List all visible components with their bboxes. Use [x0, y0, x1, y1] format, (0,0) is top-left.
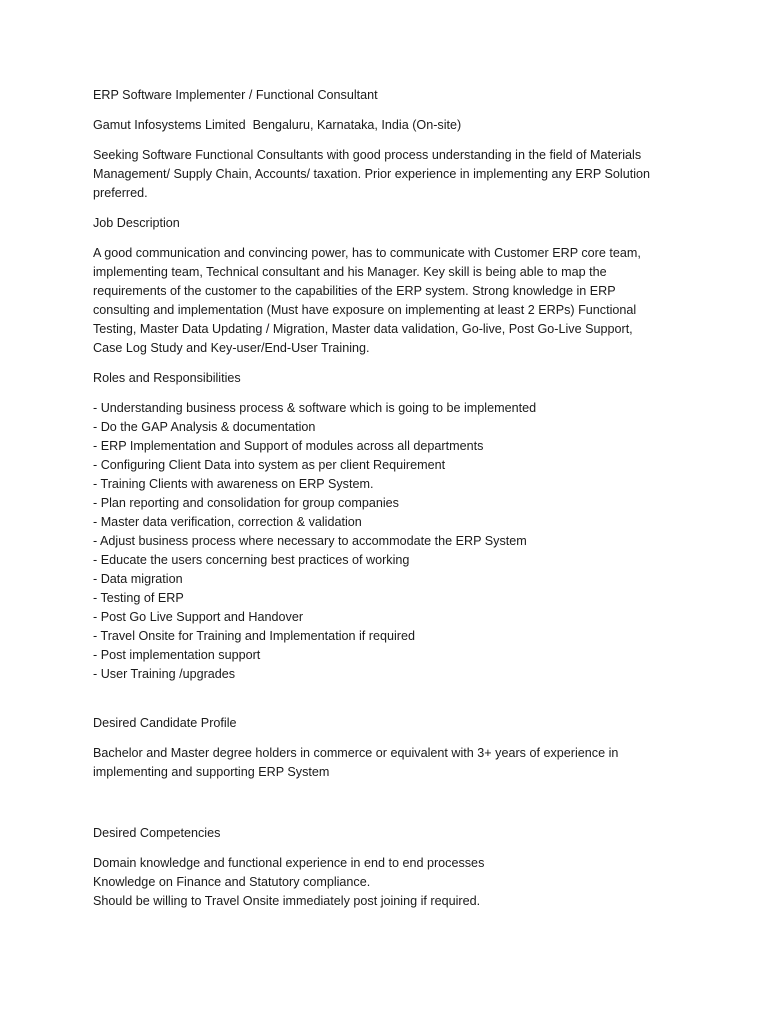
intro-line: preferred.: [93, 186, 148, 200]
list-item: - Data migration: [93, 572, 183, 586]
job-description-line: Testing, Master Data Updating / Migration, Master data validation, Go-live, Post Go-Live Support,: [93, 322, 633, 336]
competency-line: Should be willing to Travel Onsite immediately post joining if required.: [93, 894, 481, 908]
intro-paragraph: [93, 146, 693, 203]
list-item: - Educate the users concerning best practices of working: [93, 553, 410, 567]
list-item: - Master data verification, correction & validation: [93, 515, 362, 529]
job-description-line: consulting and implementation (Must have exposure on implementing at least 2 ERPs) Functional: [93, 303, 637, 317]
job-description-paragraph: [93, 244, 693, 358]
list-item: - Do the GAP Analysis & documentation: [93, 420, 316, 434]
competency-line: Knowledge on Finance and Statutory compliance.: [93, 875, 371, 889]
list-item: - Plan reporting and consolidation for group companies: [93, 496, 399, 510]
roles-heading: Roles and Responsibilities: [93, 371, 241, 385]
intro-line: Management/ Supply Chain, Accounts/ taxation. Prior experience in implementing any ERP Solution: [93, 167, 651, 181]
list-item: - Understanding business process & software which is going to be implemented: [93, 401, 537, 415]
job-description-line: Case Log Study and Key-user/End-User Training.: [93, 341, 370, 355]
job-description-line: implementing team, Technical consultant and his Manager. Key skill is being able to map the: [93, 265, 607, 279]
roles-list: [93, 399, 693, 684]
job-description-line: requirements of the customer to the capabilities of the ERP system. Strong knowledge in ERP: [93, 284, 616, 298]
list-item: - Training Clients with awareness on ERP System.: [93, 477, 374, 491]
list-item: - Adjust business process where necessary to accommodate the ERP System: [93, 534, 527, 548]
profile-heading: Desired Candidate Profile: [93, 716, 237, 730]
list-item: - Testing of ERP: [93, 591, 184, 605]
list-item: - User Training /upgrades: [93, 667, 236, 681]
list-item: - Post Go Live Support and Handover: [93, 610, 304, 624]
job-description-line: A good communication and convincing power, has to communicate with Customer ERP core team,: [93, 246, 641, 260]
list-item: - Travel Onsite for Training and Implementation if required: [93, 629, 415, 643]
competency-line: Domain knowledge and functional experience in end to end processes: [93, 856, 485, 870]
job-title: ERP Software Implementer / Functional Consultant: [93, 88, 378, 102]
list-item: - Post implementation support: [93, 648, 261, 662]
company-location: Gamut Infosystems Limited Bengaluru, Karnataka, India (On-site): [93, 118, 462, 132]
job-description-heading: Job Description: [93, 216, 180, 230]
competencies-paragraph: [93, 854, 693, 911]
profile-line: implementing and supporting ERP System: [93, 765, 330, 779]
list-item: - Configuring Client Data into system as per client Requirement: [93, 458, 446, 472]
document-page: [93, 86, 693, 911]
list-item: - ERP Implementation and Support of modules across all departments: [93, 439, 484, 453]
competencies-heading: Desired Competencies: [93, 826, 221, 840]
profile-line: Bachelor and Master degree holders in commerce or equivalent with 3+ years of experience in: [93, 746, 619, 760]
intro-line: Seeking Software Functional Consultants with good process understanding in the field of Materials: [93, 148, 642, 162]
profile-paragraph: [93, 744, 693, 782]
